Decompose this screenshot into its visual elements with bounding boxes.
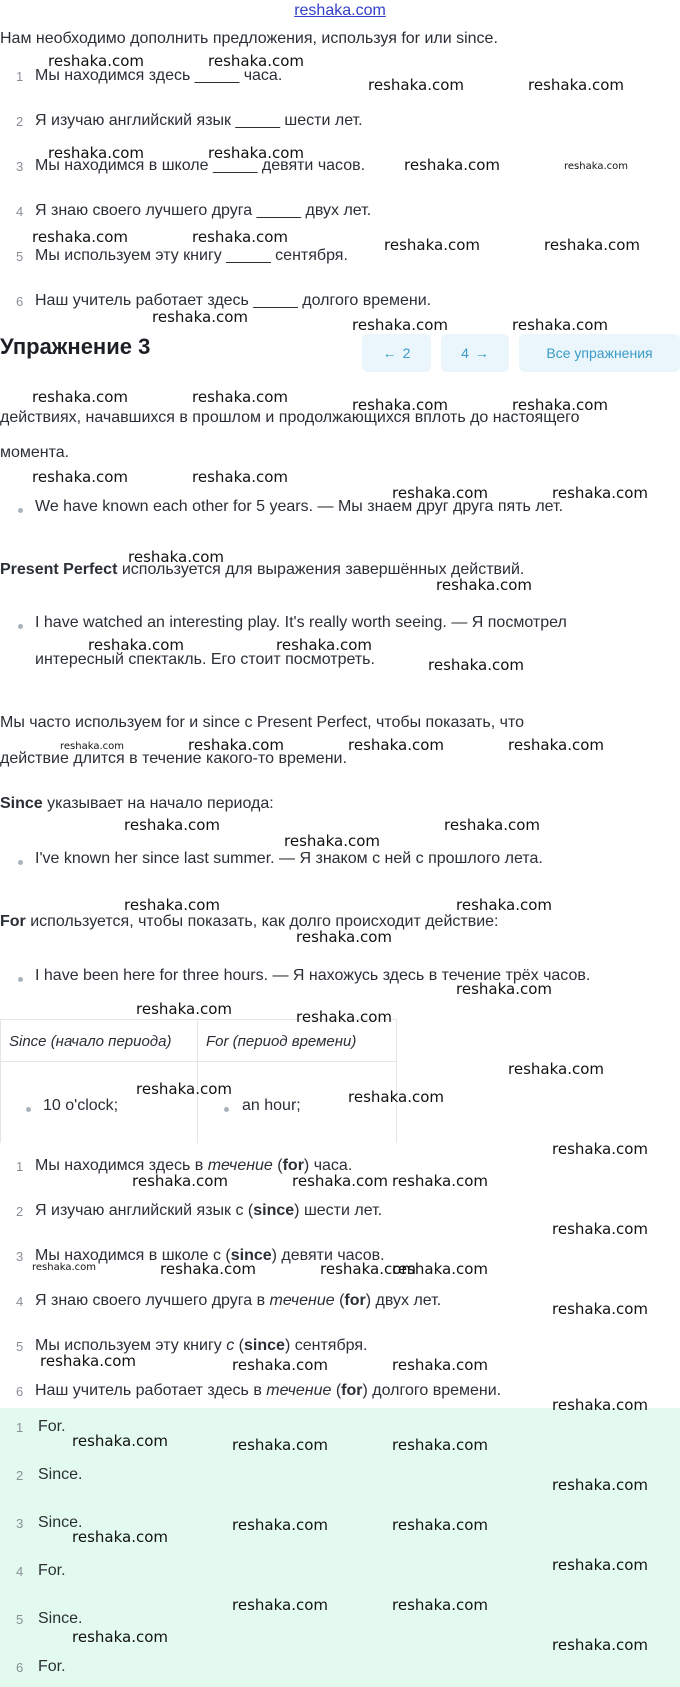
watermark: reshaka.com [296,1008,392,1026]
arrow-left-icon: ← [382,345,397,361]
solution-item-number: 6 [16,1384,24,1399]
table-head-since-label: Since (начало периода) [9,1033,172,1050]
watermark: reshaka.com [392,1172,488,1190]
watermark: reshaka.com [508,736,604,754]
bullet-dot [26,1107,31,1112]
watermark: reshaka.com [208,144,304,162]
watermark: reshaka.com [552,1220,648,1238]
example-2-cont: интересный спектакль. Его стоит посмотреть. [35,651,375,668]
bullet-dot [18,508,23,513]
watermark: reshaka.com [384,236,480,254]
watermark: reshaka.com [392,1436,488,1454]
since-paragraph [0,795,274,813]
watermark: reshaka.com [32,468,128,486]
watermark: reshaka.com [456,980,552,998]
example-3: I've known her since last summer. — Я знаком с ней с прошлого лета. [35,850,543,867]
watermark: reshaka.com [512,396,608,414]
watermark: reshaka.com [232,1356,328,1374]
bullet-dot [18,977,23,982]
solution-item: Мы используем эту книгу с (since) сентября. [35,1337,368,1354]
example-4: I have been here for three hours. — Я нахожусь здесь в течение трёх часов. [35,967,591,984]
watermark: reshaka.com [232,1436,328,1454]
for-paragraph [0,913,499,931]
watermark: reshaka.com [456,896,552,914]
bullet-dot [224,1107,229,1112]
watermark: reshaka.com [512,316,608,334]
watermark: reshaka.com [392,1596,488,1614]
watermark: reshaka.com [404,156,500,174]
answer-number: 2 [16,1468,24,1483]
task-item-number: 6 [16,294,24,309]
watermark: reshaka.com [552,484,648,502]
bullet-dot [18,624,23,629]
task-item: Мы находимся в школе _____ девяти часов. [35,157,366,174]
answer-number: 5 [16,1612,24,1627]
watermark: reshaka.com [124,816,220,834]
answer-item: For. [38,1562,66,1579]
watermark: reshaka.com [276,636,372,654]
watermark: reshaka.com [32,1262,96,1273]
solution-item: Мы находимся в школе с (since) девяти часов. [35,1247,385,1264]
task-item: Мы находимся здесь _____ часа. [35,67,283,84]
solution-item: Я изучаю английский язык с (since) шести лет. [35,1202,383,1219]
answer-number: 1 [16,1420,24,1435]
table-for-item: an hour; [242,1097,301,1114]
task-item-number: 3 [16,159,24,174]
solution-item-number: 5 [16,1339,24,1354]
solution-item-number: 2 [16,1204,24,1219]
watermark: reshaka.com [392,1356,488,1374]
watermark: reshaka.com [528,76,624,94]
watermark: reshaka.com [232,1596,328,1614]
exercise-title: Упражнение 3 [0,334,151,359]
watermark: reshaka.com [348,1088,444,1106]
watermark: reshaka.com [32,228,128,246]
watermark: reshaka.com [444,816,540,834]
answer-item: For. [38,1658,66,1675]
watermark: reshaka.com [292,1172,388,1190]
watermark: reshaka.com [320,1260,416,1278]
theory-paragraph-3: Мы часто используем for и since с Present Perfect, чтобы показать, что [0,714,524,731]
theory-paragraph-3-cont: действие длится в течение какого-то времени. [0,750,347,767]
solution-item-number: 3 [16,1249,24,1264]
watermark: reshaka.com [192,228,288,246]
for-term: For [0,913,26,930]
watermark: reshaka.com [192,388,288,406]
watermark: reshaka.com [348,736,444,754]
watermark: reshaka.com [72,1628,168,1646]
watermark: reshaka.com [124,896,220,914]
watermark: reshaka.com [160,1260,256,1278]
watermark: reshaka.com [368,76,464,94]
watermark: reshaka.com [392,1516,488,1534]
all-exercises-label: Все упражнения [546,345,653,361]
answer-item: Since. [38,1610,83,1627]
present-perfect-text: используется для выражения завершённых действий. [117,561,525,578]
theory-paragraph-1: действиях, начавшихся в прошлом и продолжающихся вплоть до настоящего [0,409,580,426]
example-2: I have watched an interesting play. It's really worth seeing. — Я посмотрел [35,614,567,631]
table-since-item: 10 o'clock; [43,1097,119,1114]
watermark: reshaka.com [544,236,640,254]
task-item-number: 5 [16,249,24,264]
watermark: reshaka.com [508,1060,604,1078]
prev-exercise-button[interactable] [362,334,431,372]
watermark: reshaka.com [48,52,144,70]
solution-item: Мы находимся здесь в течение (for) часа. [35,1157,353,1174]
watermark: reshaka.com [552,1140,648,1158]
example-1: We have known each other for 5 years. — Мы знаем друг друга пять лет. [35,498,564,515]
site-link[interactable]: reshaka.com [294,2,386,19]
answer-number: 6 [16,1660,24,1675]
watermark: reshaka.com [136,1000,232,1018]
answer-item: Since. [38,1514,83,1531]
task-item: Мы используем эту книгу _____ сентября. [35,247,348,264]
next-exercise-button[interactable] [441,334,509,372]
watermark: reshaka.com [552,1556,648,1574]
answer-item: For. [38,1418,66,1435]
solution-item: Я знаю своего лучшего друга в течение (for) двух лет. [35,1292,442,1309]
since-text: указывает на начало периода: [42,795,274,812]
watermark: reshaka.com [136,1080,232,1098]
present-perfect-term: Present Perfect [0,561,118,578]
watermark: reshaka.com [552,1396,648,1414]
watermark: reshaka.com [552,1476,648,1494]
watermark: reshaka.com [72,1528,168,1546]
watermark: reshaka.com [152,308,248,326]
solution-item-number: 1 [16,1159,24,1174]
task-item: Наш учитель работает здесь _____ долгого времени. [35,292,432,309]
watermark: reshaka.com [88,636,184,654]
answer-item: Since. [38,1466,83,1483]
watermark: reshaka.com [60,741,124,752]
solution-item-number: 4 [16,1294,24,1309]
arrow-right-icon: → [474,345,489,361]
watermark: reshaka.com [32,388,128,406]
watermark: reshaka.com [552,1300,648,1318]
watermark: reshaka.com [188,736,284,754]
task-item-number: 2 [16,114,24,129]
watermark: reshaka.com [284,832,380,850]
watermark: reshaka.com [392,484,488,502]
task-item-number: 4 [16,204,24,219]
task-item: Я знаю своего лучшего друга _____ двух лет. [35,202,372,219]
theory-paragraph-1-cont: момента. [0,444,70,461]
watermark: reshaka.com [128,548,224,566]
watermark: reshaka.com [208,52,304,70]
watermark: reshaka.com [296,928,392,946]
watermark: reshaka.com [428,656,524,674]
watermark: reshaka.com [352,396,448,414]
watermark: reshaka.com [564,161,628,172]
task-item-number: 1 [16,69,24,84]
watermark: reshaka.com [232,1516,328,1534]
watermark: reshaka.com [436,576,532,594]
for-text: используется, чтобы показать, как долго происходит действие: [25,913,499,930]
answer-number: 4 [16,1564,24,1579]
table-head-for-label: For (период времени) [206,1033,357,1050]
watermark: reshaka.com [392,1260,488,1278]
watermark: reshaka.com [552,1636,648,1654]
all-exercises-button[interactable] [519,334,680,372]
solution-item: Наш учитель работает здесь в течение (for) долгого времени. [35,1382,502,1399]
task-intro: Нам необходимо дополнить предложения, используя for или since. [0,30,498,47]
task-item: Я изучаю английский язык _____ шести лет. [35,112,363,129]
answer-number: 3 [16,1516,24,1531]
watermark: reshaka.com [48,144,144,162]
watermark: reshaka.com [352,316,448,334]
prev-exercise-label: 2 [402,345,411,361]
watermark: reshaka.com [132,1172,228,1190]
bullet-dot [18,860,23,865]
watermark: reshaka.com [40,1352,136,1370]
since-term: Since [0,795,43,812]
watermark: reshaka.com [72,1432,168,1450]
next-exercise-label: 4 [461,345,469,361]
watermark: reshaka.com [192,468,288,486]
